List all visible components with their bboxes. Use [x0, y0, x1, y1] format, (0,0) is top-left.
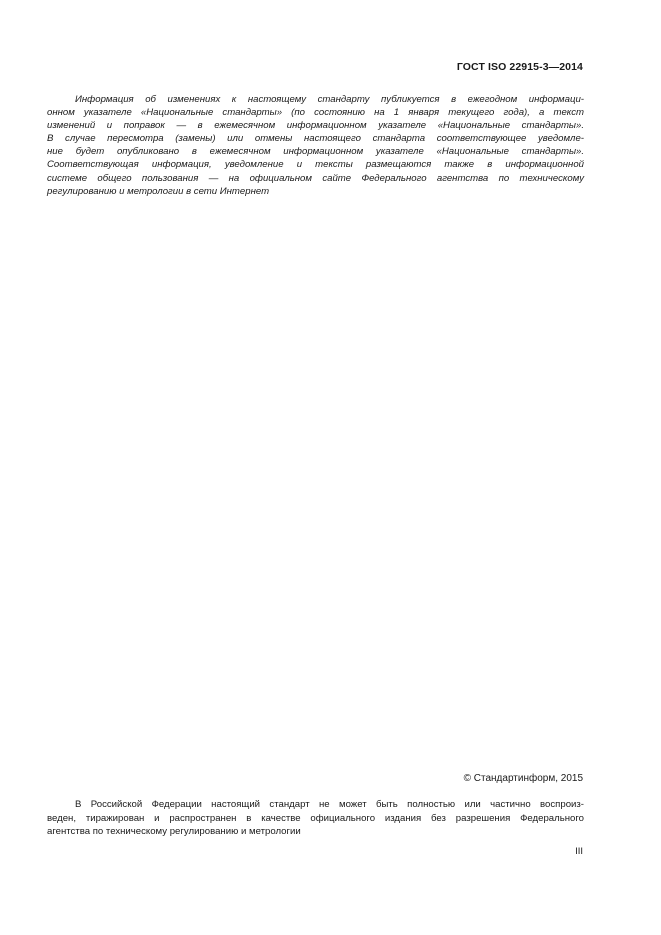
amendments-info-paragraph: [47, 93, 584, 198]
page-number: III: [575, 846, 583, 857]
info-line: В случае пересмотра (замены) или отмены настоящего стандарта соответствующее уведомле-: [47, 133, 584, 145]
info-line: регулированию и метрологии в сети Интернет: [47, 185, 270, 197]
notice-line: агентства по техническому регулированию и метрологии: [47, 826, 301, 838]
info-line: онном указателе «Национальные стандарты» (по состоянию на 1 января текущего года), а текст: [47, 107, 584, 119]
reproduction-notice-paragraph: [47, 798, 584, 839]
info-line: ние будет опубликовано в ежемесячном информационном указателе «Национальные стандарты».: [47, 146, 584, 158]
info-line: системе общего пользования — на официальном сайте Федерального агентства по техническому: [47, 172, 584, 184]
info-line: Информация об изменениях к настоящему стандарту публикуется в ежегодном информаци-: [75, 94, 584, 105]
document-code-header: ГОСТ ISO 22915-3—2014: [456, 61, 583, 73]
notice-line: веден, тиражирован и распространен в качестве официального издания без разрешения Федерального: [47, 812, 584, 824]
info-line: Соответствующая информация, уведомление и тексты размещаются также в информационной: [47, 159, 584, 171]
info-line: изменений и поправок — в ежемесячном информационном указателе «Национальные стандарты».: [47, 120, 584, 132]
copyright-notice: © Стандартинформ, 2015: [463, 773, 583, 784]
notice-line: В Российской Федерации настоящий стандарт не может быть полностью или частично воспроиз-: [75, 799, 584, 810]
